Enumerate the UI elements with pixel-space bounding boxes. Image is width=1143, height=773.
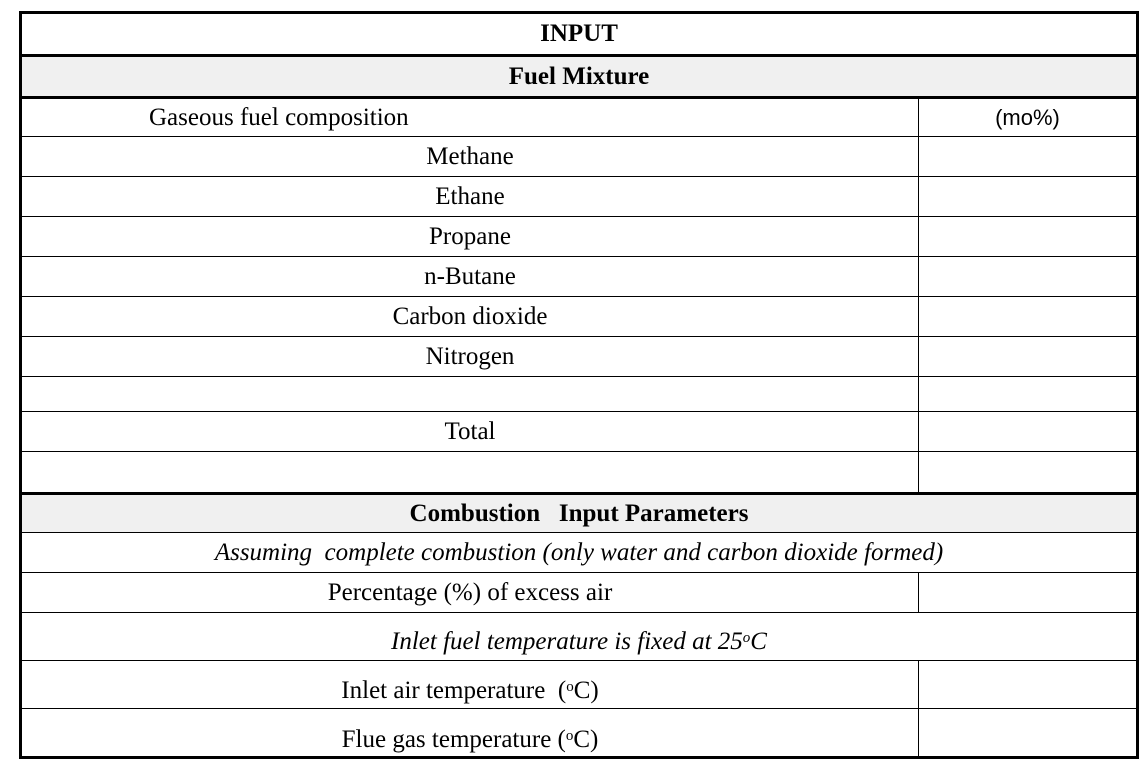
composition-label: Gaseous fuel composition [149,103,409,131]
component-value-cell[interactable] [918,337,1136,376]
table-title: INPUT [540,20,618,47]
component-name: Methane [426,142,514,170]
component-name: Propane [429,222,511,250]
fuel-mixture-header-row [22,54,1136,96]
inlet-fuel-label: Inlet fuel temperature is fixed at 25 [391,627,743,655]
flue-gas-row [22,708,1136,756]
component-value-cell[interactable] [918,137,1136,176]
total-label: Total [444,417,496,445]
total-row [22,411,1136,451]
composition-header-row [22,96,1136,136]
inlet-air-value-cell[interactable] [918,661,1136,708]
component-row-propane [22,216,1136,256]
component-value-cell[interactable] [918,297,1136,336]
combustion-header-row [22,492,1136,532]
assumption-row [22,532,1136,572]
component-row-methane [22,136,1136,176]
empty-row [22,451,1136,492]
empty-label-cell [22,377,918,411]
combustion-heading: Combustion Input Parameters [409,499,749,527]
inlet-air-text: Inlet air temperature ( [341,676,567,704]
empty-value-cell[interactable] [918,452,1136,492]
component-row-ethane [22,176,1136,216]
component-row-nitrogen [22,336,1136,376]
excess-air-row [22,572,1136,612]
component-name: Nitrogen [425,342,515,370]
component-value-cell[interactable] [918,217,1136,256]
component-value-cell[interactable] [918,257,1136,296]
inlet-fuel-row [22,612,1136,660]
empty-value-cell[interactable] [918,377,1136,411]
component-row-n-butane [22,256,1136,296]
flue-gas-text: Flue gas temperature ( [341,725,566,753]
component-name: n-Butane [424,262,516,290]
excess-air-value-cell[interactable] [918,573,1136,612]
inlet-fuel-unit: C [750,627,767,655]
inlet-air-label [22,661,918,708]
input-table [19,11,1139,759]
degree-symbol: o [565,728,574,744]
component-row-carbon-dioxide [22,296,1136,336]
flue-gas-label [22,709,918,756]
inlet-air-row [22,660,1136,708]
inlet-air-unit: C) [573,676,599,704]
excess-air-label: Percentage (%) of excess air [327,578,613,606]
assumption-text: Assuming complete combustion (only water and carbon dioxide formed) [214,538,944,566]
component-name: Ethane [435,182,505,210]
flue-gas-unit: C) [573,725,599,753]
flue-gas-value-cell[interactable] [918,709,1136,756]
inlet-fuel-text [22,613,1136,660]
component-name: Carbon dioxide [392,302,548,330]
total-value-cell[interactable] [918,412,1136,451]
fuel-mixture-heading: Fuel Mixture [508,62,650,90]
degree-symbol: o [742,630,751,646]
empty-row [22,376,1136,411]
component-value-cell[interactable] [918,177,1136,216]
empty-label-cell [22,452,918,492]
unit-label: (mo%) [918,99,1136,136]
degree-symbol: o [566,679,574,695]
title-row [22,14,1136,54]
